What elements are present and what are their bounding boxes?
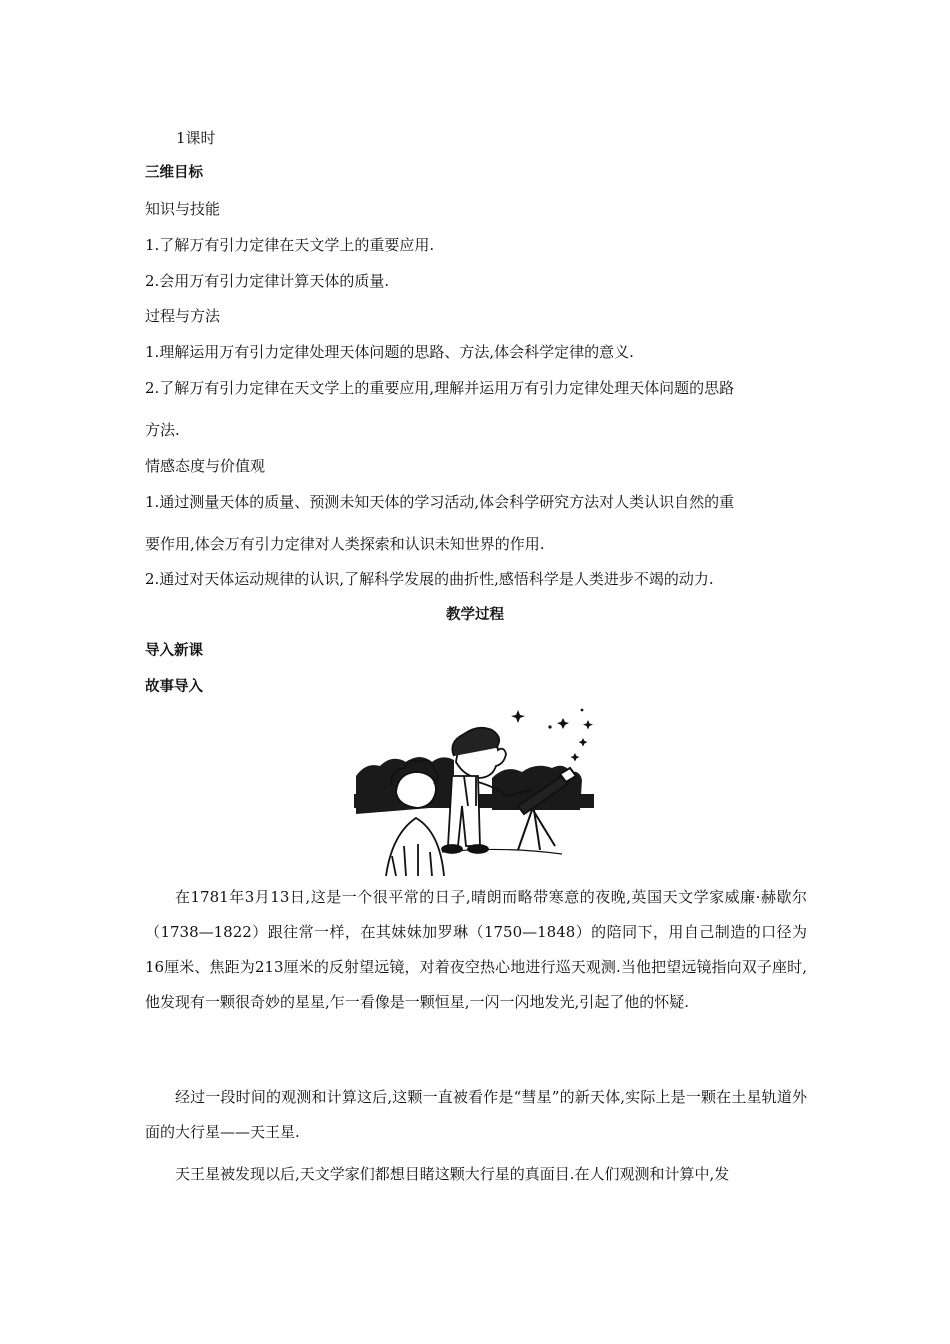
- story-heading: 故事导入: [145, 679, 203, 695]
- knowledge-item: 2.会用万有引力定律计算天体的质量.: [145, 272, 390, 290]
- attitude-heading: 情感态度与价值观: [145, 457, 266, 475]
- process-item: 1.理解运用万有引力定律处理天体问题的思路、方法,体会科学定律的意义.: [145, 343, 634, 361]
- intro-heading: 导入新课: [145, 643, 203, 659]
- star-icons: [511, 709, 593, 762]
- process-item: 2.了解万有引力定律在天文学上的重要应用,理解并运用万有引力定律处理天体问题的思路: [145, 379, 735, 397]
- story-paragraph: 天王星被发现以后,天文学家们都想目睹这颗大行星的真面目.在人们观测和计算中,发: [175, 1165, 730, 1183]
- attitude-item: 2.通过对天体运动规律的认识,了解科学发展的曲折性,感悟科学是人类进步不竭的动力.: [145, 570, 714, 588]
- attitude-item: 1.通过测量天体的质量、预测未知天体的学习活动,体会科学研究方法对人类认识自然的重: [145, 493, 735, 511]
- knowledge-item: 1.了解万有引力定律在天文学上的重要应用.: [145, 236, 435, 254]
- class-period: 1课时: [176, 129, 216, 147]
- story-paragraph: 经过一段时间的观测和计算这后,这颗一直被看作是“彗星”的新天体,实际上是一颗在土星轨道外面的大行星——天王星.: [145, 1088, 807, 1141]
- teaching-process-heading: 教学过程: [446, 607, 504, 623]
- process-heading: 过程与方法: [145, 307, 221, 325]
- story-paragraph: 在1781年3月13日,这是一个很平常的日子,晴朗而略带寒意的夜晚,英国天文学家威廉·赫歇尔（1738—1822）跟往常一样，在其妹妹加罗琳（1750—1848）的陪同下，用自己制造的口径为16厘米、焦距为213厘米的反射望远镜，对着夜空热心地进行巡天观测.当他把望远镜指向双子座时,他发现有一颗很奇妙的星星,乍一看像是一颗恒星,一闪一闪地发光,引起了他的怀疑.: [145, 888, 807, 1011]
- process-item-continued: 方法.: [145, 421, 180, 439]
- astronomer-illustration: [352, 706, 598, 876]
- goals-heading: 三维目标: [145, 165, 203, 181]
- knowledge-heading: 知识与技能: [145, 200, 221, 218]
- attitude-item-continued: 要作用,体会万有引力定律对人类探索和认识未知世界的作用.: [145, 535, 545, 553]
